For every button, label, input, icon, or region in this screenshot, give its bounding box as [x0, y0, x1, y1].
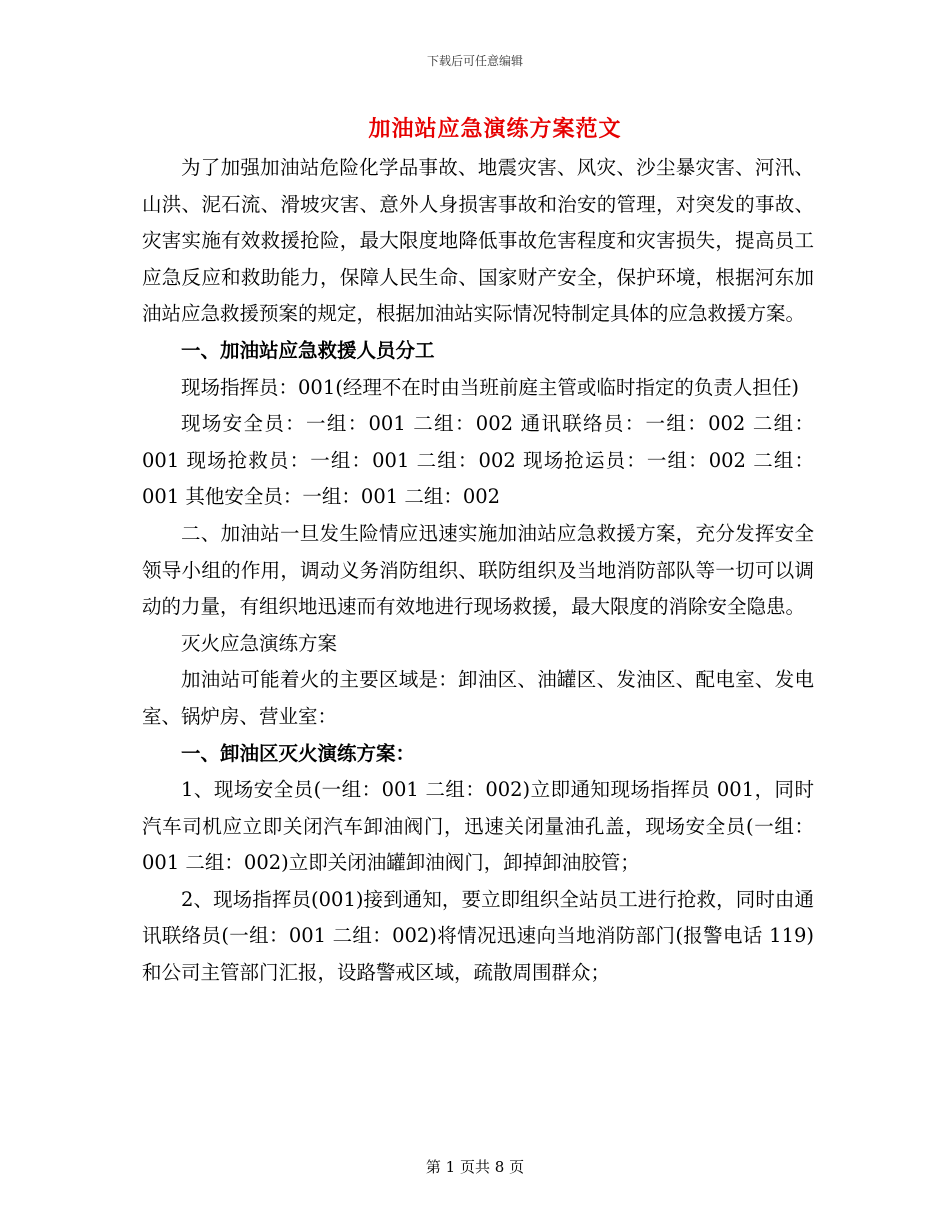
- paragraph-fire-areas: 加油站可能着火的主要区域是：卸油区、油罐区、发油区、配电室、发电室、锅炉房、营业室：: [142, 668, 814, 728]
- heading-staff-assignment: 一、加油站应急救援人员分工: [181, 338, 435, 362]
- page-footer: 第 1 页共 8 页: [425, 1158, 525, 1176]
- document-body: [142, 150, 814, 992]
- paragraph-step-2: 2、现场指挥员(001)接到通知，要立即组织全站员工进行抢救，同时由通讯联络员(一组：001 二组：002)将情况迅速向当地消防部门(报警电话 119)和公司主管部门汇报，设路警戒区域，疏散周围群众；: [142, 887, 814, 985]
- paragraph-staff-groups: 现场安全员：一组：001 二组：002 通讯联络员：一组：002 二组：001 现场抢救员：一组：001 二组：002 现场抢运员：一组：002 二组：001 其他安全员：一组：001 二组：002: [142, 412, 814, 509]
- document-title: 加油站应急演练方案范文: [368, 116, 622, 142]
- heading-unloading-area: 一、卸油区灭火演练方案：: [181, 741, 416, 765]
- paragraph-step-1: 1、现场安全员(一组：001 二组：002)立即通知现场指挥员 001，同时汽车司机应立即关闭汽车卸油阀门，迅速关闭量油孔盖，现场安全员(一组：001 二组：002)立即关闭油罐卸油阀门，卸掉卸油胶管；: [142, 778, 814, 875]
- paragraph-emergency-response: 二、加油站一旦发生险情应迅速实施加油站应急救援方案，充分发挥安全领导小组的作用，调动义务消防组织、联防组织及当地消防部队等一切可以调动的力量，有组织地迅速而有效地进行现场救援，最大限度的消除安全隐患。: [142, 521, 814, 619]
- paragraph-intro: 为了加强加油站危险化学品事故、地震灾害、风灾、沙尘暴灾害、河汛、山洪、泥石流、滑坡灾害、意外人身损害事故和治安的管理，对突发的事故、灾害实施有效救援抢险，最大限度地降低事故危害程度和灾害损失，提高员工应急反应和救助能力，保障人民生命、国家财产安全，保护环境，根据河东加油站应急救援预案的规定，根据加油站实际情况特制定具体的应急救援方案。: [142, 156, 814, 326]
- paragraph-fire-drill-title: 灭火应急演练方案: [181, 631, 338, 655]
- page-header: 下载后可任意编辑: [426, 54, 523, 68]
- paragraph-site-commander: 现场指挥员：001(经理不在时由当班前庭主管或临时指定的负责人担任): [181, 375, 799, 399]
